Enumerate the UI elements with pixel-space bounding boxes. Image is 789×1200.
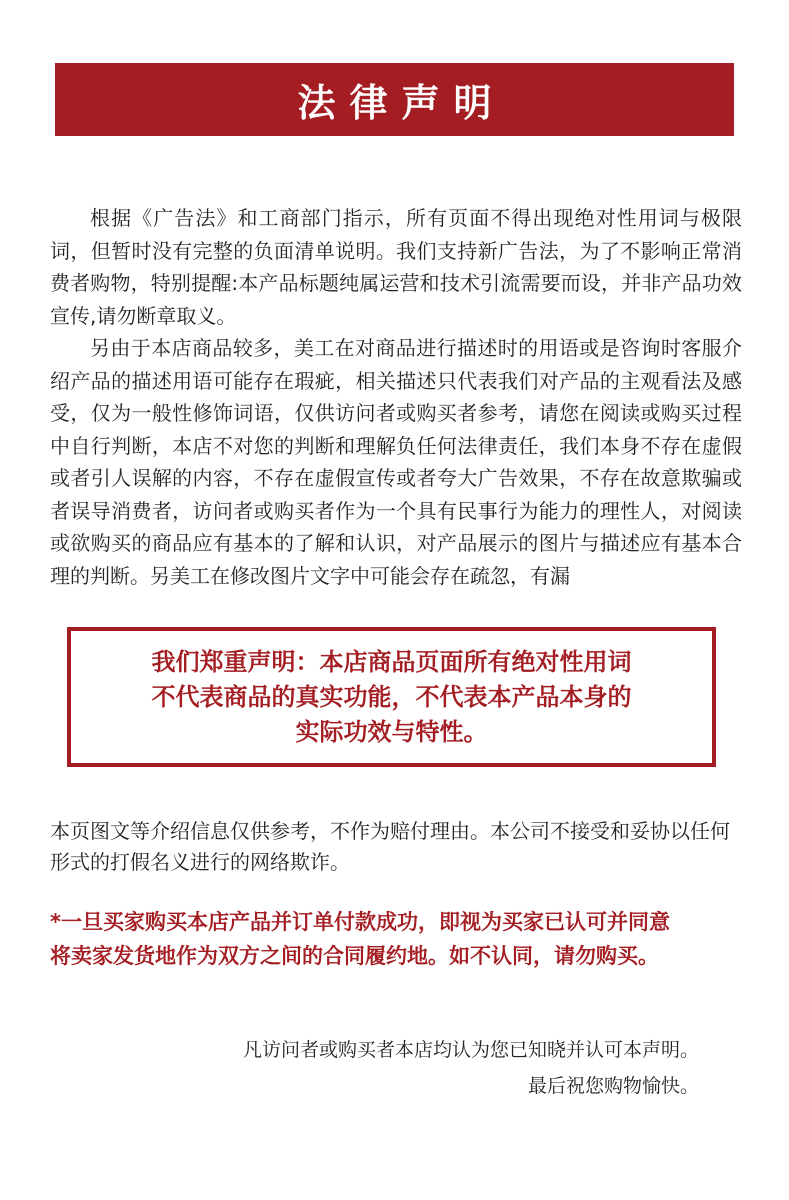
closing-line-2: 最后祝您购物愉快。 (527, 1075, 699, 1097)
warning-line-2: 将卖家发货地作为双方之间的合同履约地。如不认同，请勿购买。 (50, 944, 659, 968)
notice-line-3: 实际功效与特性。 (295, 717, 488, 746)
page-title: 法律声明 (297, 81, 506, 125)
disclaimer-text: 本页图文等介绍信息仅供参考，不作为赔付理由。本公司不接受和妥协以任何形式的打假名义进行的网络欺诈。 (50, 819, 730, 874)
intro-paragraph: 根据《广告法》和工商部门指示，所有页面不得出现绝对性用词与极限词，但暂时没有完整的负面清单说明。我们支持新广告法，为了不影响正常消费者购物，特别提醒:本产品标题纯属运营和技术引流需要而设，并非产品功效宣传,请勿断章取义。 (50, 206, 742, 328)
warning-block (50, 905, 750, 973)
closing-block (243, 1032, 699, 1104)
warning-line-1: *一旦买家购买本店产品并订单付款成功，即视为买家已认可并同意 (50, 910, 670, 934)
title-banner (55, 63, 734, 136)
detail-paragraph: 另由于本店商品较多，美工在对商品进行描述时的用语或是咨询时客服介绍产品的描述用语可能存在瑕疵，相关描述只代表我们对产品的主观看法及感受，仅为一般性修饰词语，仅供访问者或购买者参考，请您在阅读或购买过程中自行判断，本店不对您的判断和理解负任何法律责任，我们本身不存在虚假或者引人误解的内容，不存在虚假宣传或者夸大广告效果，不存在故意欺骗或者误导消费者，访问者或购买者作为一个具有民事行为能力的理性人，对阅读或欲购买的商品应有基本的了解和认识，对产品展示的图片与描述应有基本合理的判断。另美工在修改图片文字中可能会存在疏忽，有漏 (50, 336, 742, 588)
closing-line-1: 凡访问者或购买者本店均认为您已知晓并认可本声明。 (242, 1039, 699, 1061)
notice-line-1: 我们郑重声明：本店商品页面所有绝对性用词 (151, 647, 632, 676)
notice-box (67, 627, 716, 767)
notice-line-2: 不代表商品的真实功能，不代表本产品本身的 (151, 682, 632, 711)
